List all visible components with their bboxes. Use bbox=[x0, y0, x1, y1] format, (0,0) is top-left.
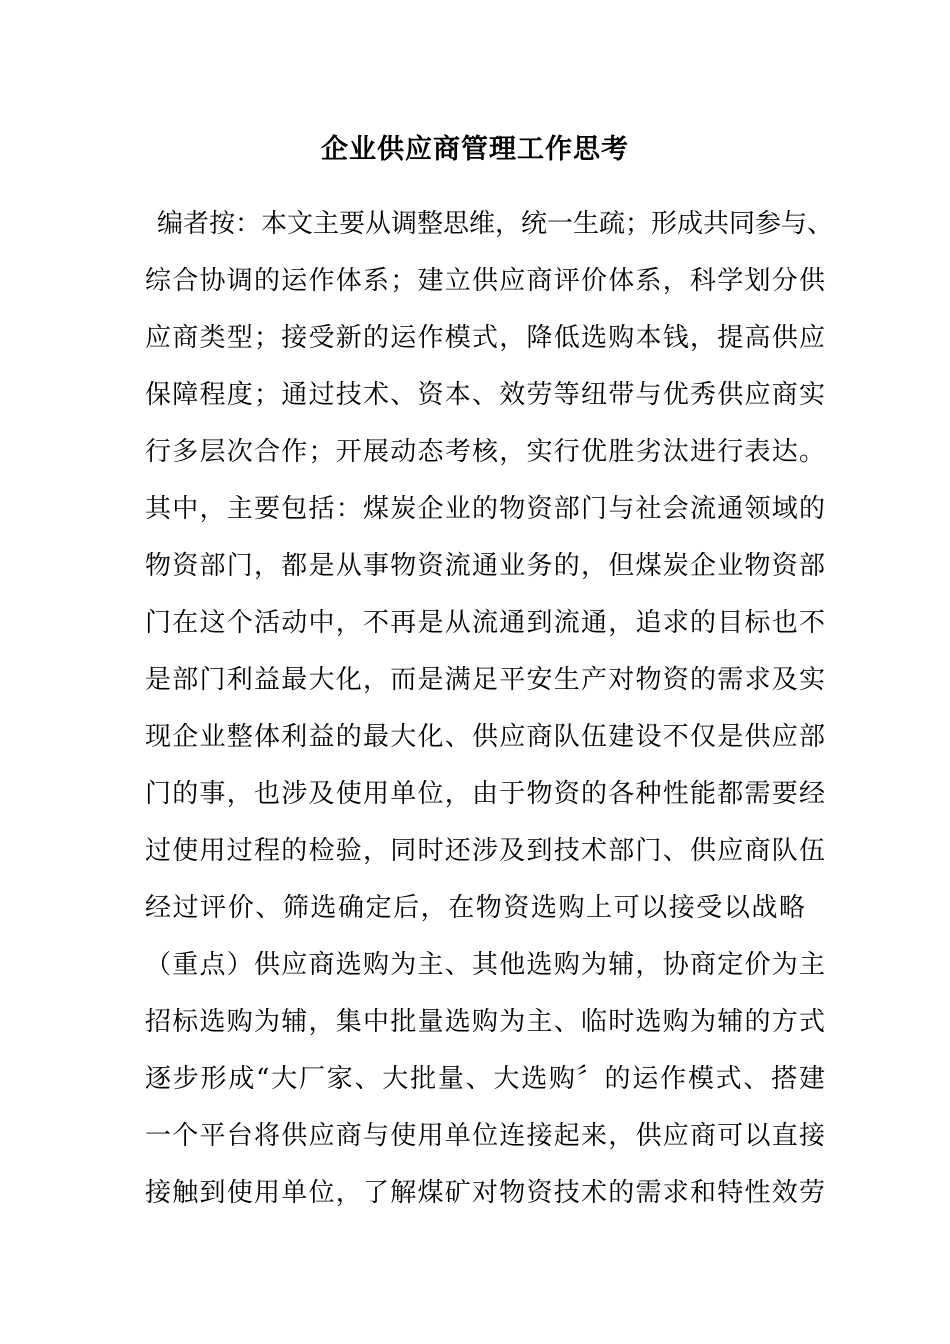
paragraph-line: 物资部门，都是从事物资流通业务的，但煤炭企业物资部 bbox=[145, 551, 825, 581]
paragraph-line: 经过评价、筛选确定后，在物资选购上可以接受以战略 bbox=[145, 893, 805, 923]
paragraph-line: 行多层次合作；开展动态考核，实行优胜劣汰进行表达。 bbox=[145, 437, 825, 467]
document-title: 企业供应商管理工作思考 bbox=[321, 134, 629, 165]
paragraph-line: 一个平台将供应商与使用单位连接起来，供应商可以直接 bbox=[145, 1121, 825, 1151]
paragraph-line: 过使用过程的检验，同时还涉及到技术部门、供应商队伍 bbox=[145, 836, 825, 866]
paragraph-line: 保障程度；通过技术、资本、效劳等纽带与优秀供应商实 bbox=[145, 380, 825, 410]
paragraph-line: 现企业整体利益的最大化、供应商队伍建设不仅是供应部 bbox=[145, 722, 825, 752]
paragraph-line: 门的事，也涉及使用单位，由于物资的各种性能都需要经 bbox=[145, 779, 825, 809]
paragraph-line: 综合协调的运作体系；建立供应商评价体系，科学划分供 bbox=[145, 266, 825, 296]
paragraph-line: 应商类型；接受新的运作模式，降低选购本钱，提高供应 bbox=[145, 323, 825, 353]
paragraph-line: 招标选购为辅，集中批量选购为主、临时选购为辅的方式 bbox=[145, 1007, 825, 1037]
paragraph-line: （重点）供应商选购为主、其他选购为辅，协商定价为主 bbox=[145, 950, 825, 980]
paragraph-line: 是部门利益最大化，而是满足平安生产对物资的需求及实 bbox=[145, 665, 825, 695]
paragraph-line: 门在这个活动中，不再是从流通到流通，追求的目标也不 bbox=[145, 608, 825, 638]
paragraph-line: 逐步形成“大厂家、大批量、大选购〞的运作模式、搭建 bbox=[145, 1064, 825, 1094]
paragraph-line: 其中，主要包括：煤炭企业的物资部门与社会流通领域的 bbox=[145, 494, 825, 524]
paragraph-line: 接触到使用单位，了解煤矿对物资技术的需求和特性效劳 bbox=[145, 1178, 825, 1208]
paragraph-line: 编者按：本文主要从调整思维，统一生疏；形成共同参与、 bbox=[157, 209, 834, 239]
